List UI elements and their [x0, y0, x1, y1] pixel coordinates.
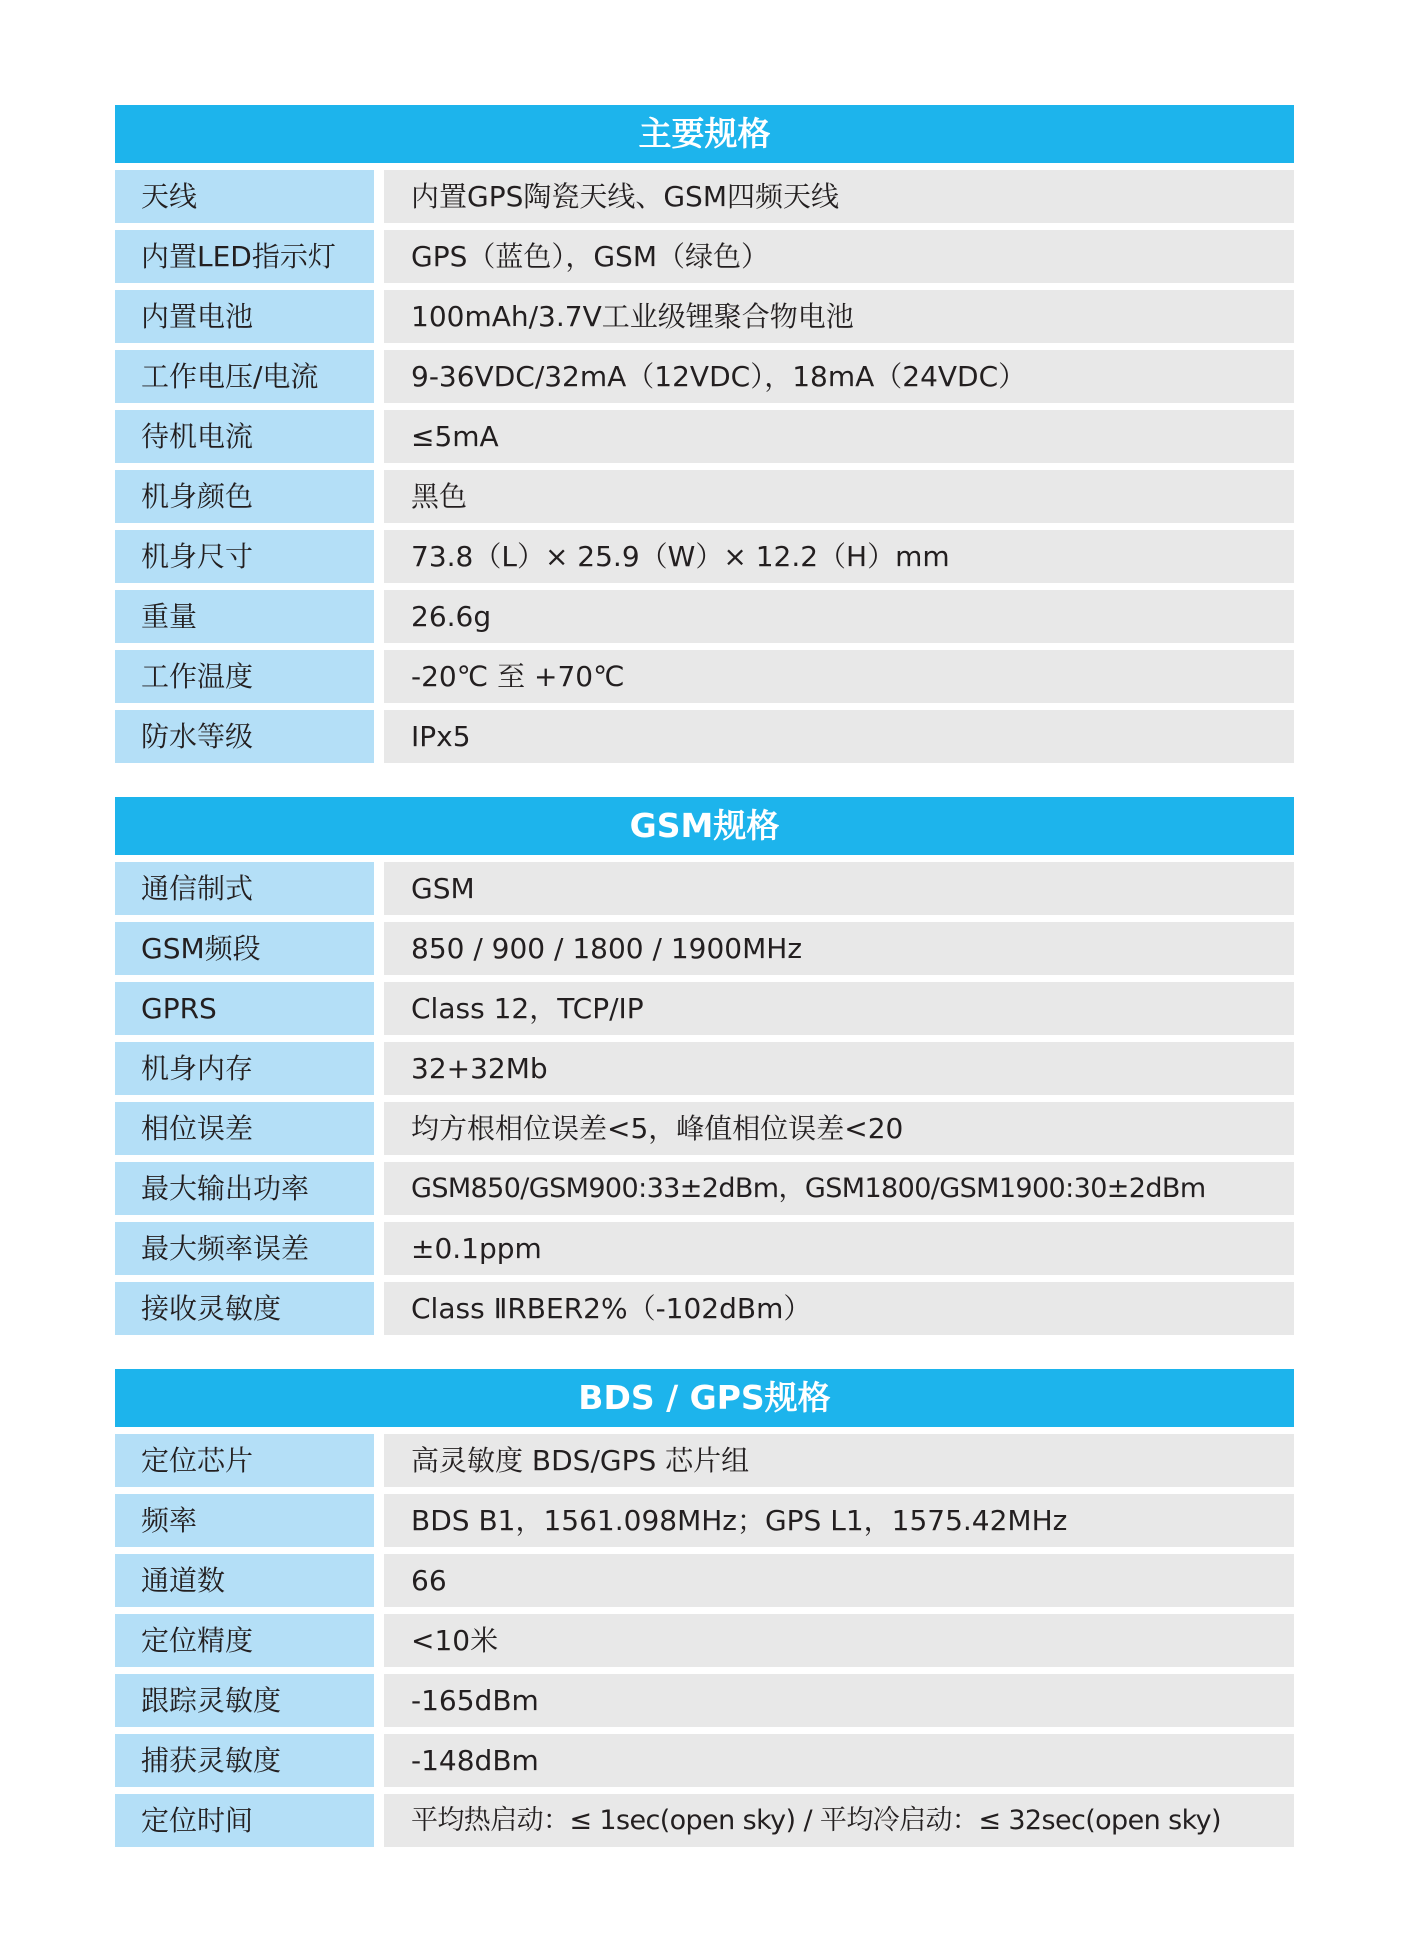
spec-row [115, 650, 1294, 703]
spec-label: 定位时间 [115, 1794, 374, 1847]
spec-row [115, 1102, 1294, 1155]
spec-value: 26.6g [384, 590, 1294, 643]
bds-gps-specs-header: BDS / GPS规格 [115, 1369, 1294, 1427]
spec-row [115, 982, 1294, 1035]
spec-row [115, 1282, 1294, 1335]
spec-value: 均方根相位误差<5，峰值相位误差<20 [384, 1102, 1294, 1155]
spec-label: 定位精度 [115, 1614, 374, 1667]
spec-value: 850 / 900 / 1800 / 1900MHz [384, 922, 1294, 975]
spec-value: 高灵敏度 BDS/GPS 芯片组 [384, 1434, 1294, 1487]
spec-label: 相位误差 [115, 1102, 374, 1155]
spec-label: 内置LED指示灯 [115, 230, 374, 283]
spec-row [115, 350, 1294, 403]
spec-label: 最大频率误差 [115, 1222, 374, 1275]
spec-label: 跟踪灵敏度 [115, 1674, 374, 1727]
spec-label: 通信制式 [115, 862, 374, 915]
spec-value: ±0.1ppm [384, 1222, 1294, 1275]
spec-value: <10米 [384, 1614, 1294, 1667]
spec-label: GSM频段 [115, 922, 374, 975]
spec-label: 机身颜色 [115, 470, 374, 523]
bds-gps-specs-section [115, 1369, 1294, 1847]
spec-row [115, 530, 1294, 583]
spec-label: 定位芯片 [115, 1434, 374, 1487]
spec-value: -165dBm [384, 1674, 1294, 1727]
spec-label: 捕获灵敏度 [115, 1734, 374, 1787]
gsm-specs-section [115, 797, 1294, 1335]
spec-row [115, 862, 1294, 915]
spec-value: -148dBm [384, 1734, 1294, 1787]
spec-row [115, 470, 1294, 523]
spec-label: 内置电池 [115, 290, 374, 343]
spec-value: 9-36VDC/32mA（12VDC），18mA（24VDC） [384, 350, 1294, 403]
spec-value: GPS（蓝色），GSM（绿色） [384, 230, 1294, 283]
spec-value: 32+32Mb [384, 1042, 1294, 1095]
spec-label: 接收灵敏度 [115, 1282, 374, 1335]
spec-label: 待机电流 [115, 410, 374, 463]
spec-value: Class 12，TCP/IP [384, 982, 1294, 1035]
spec-row [115, 1042, 1294, 1095]
spec-value: 黑色 [384, 470, 1294, 523]
spec-label: 机身尺寸 [115, 530, 374, 583]
spec-value: ≤5mA [384, 410, 1294, 463]
spec-label: 天线 [115, 170, 374, 223]
main-specs-header: 主要规格 [115, 105, 1294, 163]
spec-value: GSM850/GSM900:33±2dBm，GSM1800/GSM1900:30±2dBm [384, 1162, 1294, 1215]
spec-row [115, 1674, 1294, 1727]
spec-value: GSM [384, 862, 1294, 915]
spec-row [115, 1734, 1294, 1787]
spec-label: 机身内存 [115, 1042, 374, 1095]
gsm-specs-header: GSM规格 [115, 797, 1294, 855]
spec-row [115, 170, 1294, 223]
spec-value: 100mAh/3.7V工业级锂聚合物电池 [384, 290, 1294, 343]
spec-value: -20℃ 至 +70℃ [384, 650, 1294, 703]
spec-value: Class ⅡRBER2%（-102dBm） [384, 1282, 1294, 1335]
spec-label: 通道数 [115, 1554, 374, 1607]
spec-row [115, 410, 1294, 463]
spec-label: GPRS [115, 982, 374, 1035]
spec-row [115, 1614, 1294, 1667]
spec-value: 内置GPS陶瓷天线、GSM四频天线 [384, 170, 1294, 223]
spec-label: 频率 [115, 1494, 374, 1547]
spec-row [115, 230, 1294, 283]
spec-value: BDS B1，1561.098MHz；GPS L1，1575.42MHz [384, 1494, 1294, 1547]
spec-label: 最大输出功率 [115, 1162, 374, 1215]
spec-row [115, 590, 1294, 643]
main-specs-section [115, 105, 1294, 763]
spec-label: 重量 [115, 590, 374, 643]
spec-value: IPx5 [384, 710, 1294, 763]
spec-label: 工作电压/电流 [115, 350, 374, 403]
spec-value: 66 [384, 1554, 1294, 1607]
spec-row [115, 1554, 1294, 1607]
spec-value: 平均热启动：≤ 1sec(open sky) / 平均冷启动：≤ 32sec(open sky) [384, 1794, 1294, 1847]
spec-label: 防水等级 [115, 710, 374, 763]
spec-row [115, 922, 1294, 975]
spec-row [115, 1494, 1294, 1547]
spec-label: 工作温度 [115, 650, 374, 703]
spec-row [115, 1222, 1294, 1275]
spec-row [115, 1434, 1294, 1487]
spec-value: 73.8（L）× 25.9（W）× 12.2（H）mm [384, 530, 1294, 583]
spec-row [115, 710, 1294, 763]
spec-row [115, 1794, 1294, 1847]
spec-row [115, 1162, 1294, 1215]
spec-row [115, 290, 1294, 343]
